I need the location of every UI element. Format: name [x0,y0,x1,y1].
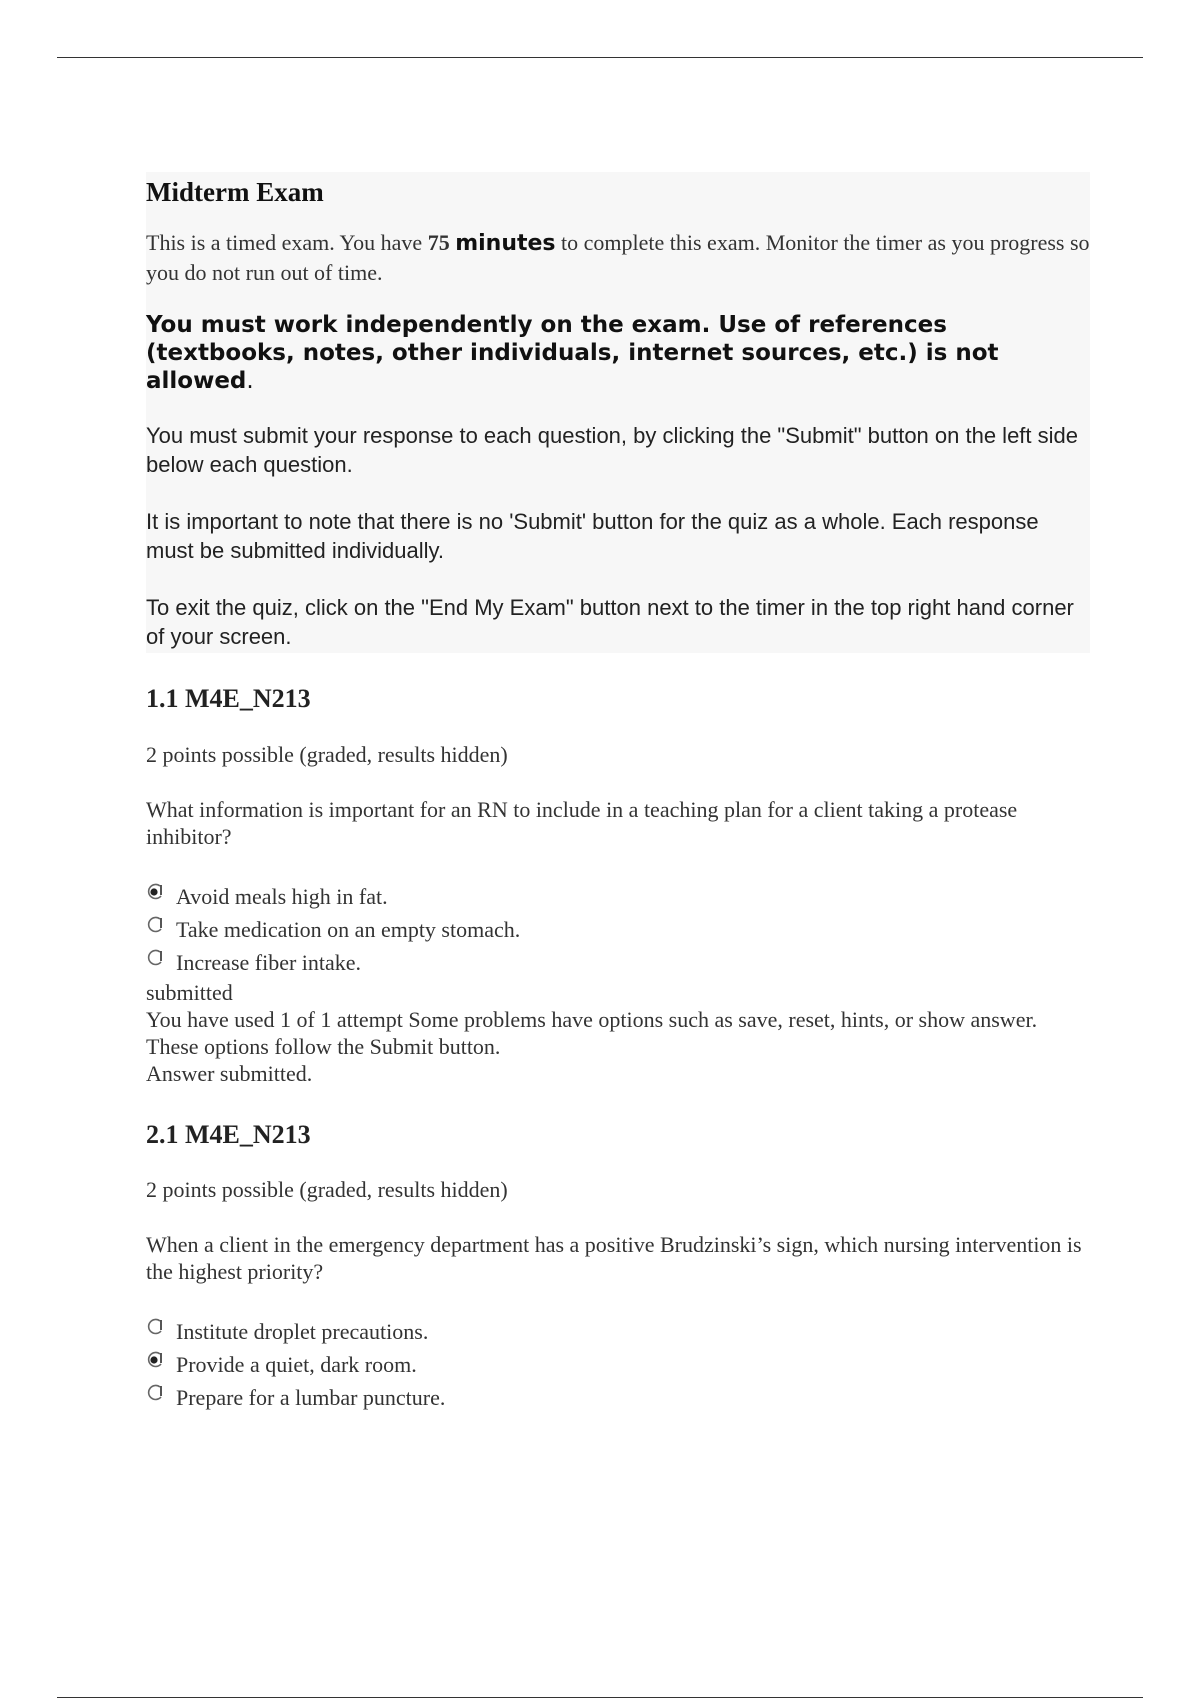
answer-option[interactable] [146,1381,1090,1414]
answer-option[interactable] [146,946,1090,979]
exam-instructions [146,172,1090,653]
radio-selected-icon[interactable] [146,1351,164,1369]
exit-instruction: To exit the quiz, click on the "End My Exam" button next to the timer in the top right hand corner of your screen. [146,595,1074,650]
question-heading: 1.1 M4E_N213 [146,684,311,714]
question-1 [146,683,1090,1086]
question-heading: 2.1 M4E_N213 [146,1119,311,1149]
exam-content [146,172,1090,1414]
submission-status: submitted [146,979,233,1005]
submit-instruction: You must submit your response to each question, by clicking the "Submit" button on the left side below each question. [146,423,1079,478]
points-possible: 2 points possible (graded, results hidden) [146,1176,508,1202]
radio-unselected-icon[interactable] [146,1318,164,1336]
top-divider [57,57,1143,58]
answer-options [146,880,1090,979]
bottom-divider [57,1697,1143,1698]
warning-period: . [246,368,254,395]
option-label: Provide a quiet, dark room. [176,1351,417,1377]
time-limit-unit: minutes [455,231,556,257]
radio-selected-icon[interactable] [146,883,164,901]
question-prompt: What information is important for an RN to include in a teaching plan for a client taking a protease inhibitor? [146,796,1018,849]
independent-work-warning [146,311,1090,395]
question-2 [146,1119,1090,1414]
radio-unselected-icon[interactable] [146,1384,164,1402]
timed-exam-notice [146,228,1090,287]
option-label: Avoid meals high in fat. [176,883,388,909]
timed-text-end: to complete this exam. Monitor the timer as you progress so you do not run out of time. [146,230,1090,286]
timed-text-start: This is a timed exam. You have [146,230,428,256]
answer-option[interactable] [146,1315,1090,1348]
answer-option[interactable] [146,1348,1090,1381]
question-prompt: When a client in the emergency department has a positive Brudzinski’s sign, which nursing intervention is the highest priority? [146,1231,1082,1284]
points-possible: 2 points possible (graded, results hidden) [146,741,508,767]
attempts-info: You have used 1 of 1 attempt Some problems have options such as save, reset, hints, or show answer. These options follow the Submit button. [146,1006,1038,1059]
answer-option[interactable] [146,880,1090,913]
radio-unselected-icon[interactable] [146,916,164,934]
time-limit-number: 75 [427,230,450,256]
radio-unselected-icon[interactable] [146,949,164,967]
option-label: Prepare for a lumbar puncture. [176,1384,446,1410]
option-label: Institute droplet precautions. [176,1318,429,1344]
exam-title: Midterm Exam [146,177,324,207]
warning-text: You must work independently on the exam. Use of references (textbooks, notes, other individuals, internet sources, etc.) is not allowed [146,312,999,395]
answer-submitted-notice: Answer submitted. [146,1060,313,1086]
option-label: Increase fiber intake. [176,949,362,975]
no-quiz-submit-note: It is important to note that there is no 'Submit' button for the quiz as a whole. Each response must be submitted individually. [146,509,1039,564]
answer-options [146,1315,1090,1414]
answer-option[interactable] [146,913,1090,946]
option-label: Take medication on an empty stomach. [176,916,521,942]
